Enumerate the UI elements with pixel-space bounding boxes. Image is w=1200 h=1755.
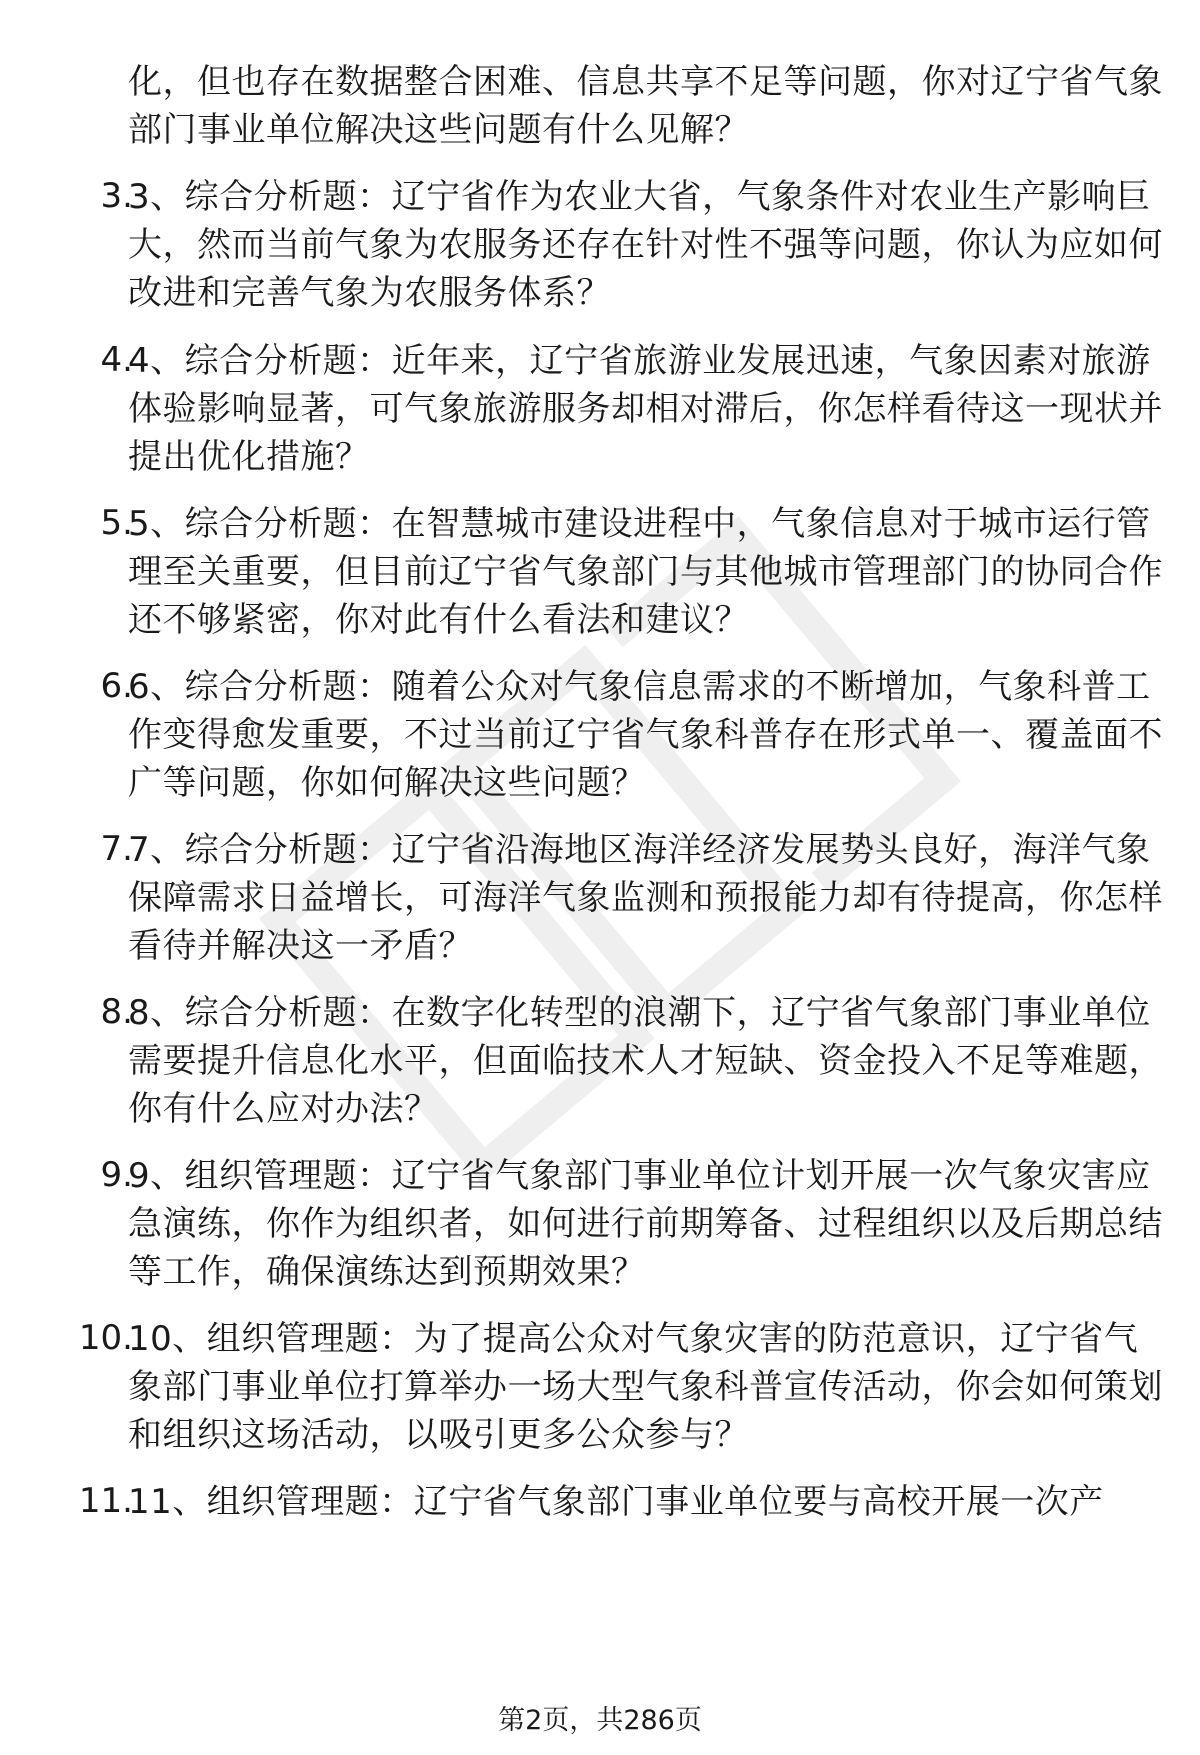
question-text: 化，但也存在数据整合困难、信息共享不足等问题，你对辽宁省气象部门事业单位解决这些问题有什么见解？ bbox=[128, 62, 1163, 150]
question-number: 7. bbox=[100, 829, 133, 869]
question-text: 10、组织管理题：为了提高公众对气象灾害的防范意识，辽宁省气象部门事业单位打算举办一场大型气象科普宣传活动，你会如何策划和组织这场活动，以吸引更多公众参与？ bbox=[128, 1319, 1163, 1455]
question-number: 8. bbox=[100, 992, 133, 1032]
question-text: 5、综合分析题：在智慧城市建设进程中，气象信息对于城市运行管理至关重要，但目前辽宁省气象部门与其他城市管理部门的协同合作还不够紧密，你对此有什么看法和建议？ bbox=[128, 504, 1163, 640]
question-text: 3、综合分析题：辽宁省作为农业大省，气象条件对农业生产影响巨大，然而当前气象为农服务还存在针对性不强等问题，你认为应如何改进和完善气象为农服务体系？ bbox=[128, 177, 1163, 313]
question-number: 3. bbox=[100, 176, 133, 216]
question-number: 4. bbox=[100, 340, 133, 380]
page-footer: 第2页，共286页 bbox=[498, 1705, 702, 1736]
question-text: 7、综合分析题：辽宁省沿海地区海洋经济发展势头良好，海洋气象保障需求日益增长，可海洋气象监测和预报能力却有待提高，你怎样看待并解决这一矛盾？ bbox=[128, 830, 1163, 966]
question-number: 6. bbox=[100, 666, 133, 706]
question-number: 5. bbox=[100, 503, 133, 543]
question-text: 6、综合分析题：随着公众对气象信息需求的不断增加，气象科普工作变得愈发重要，不过当前辽宁省气象科普存在形式单一、覆盖面不广等问题，你如何解决这些问题？ bbox=[128, 667, 1163, 803]
question-number: 11. bbox=[78, 1481, 133, 1521]
question-text: 9、组织管理题：辽宁省气象部门事业单位计划开展一次气象灾害应急演练，你作为组织者，如何进行前期筹备、过程组织以及后期总结等工作，确保演练达到预期效果？ bbox=[128, 1156, 1163, 1292]
question-text: 4、综合分析题：近年来，辽宁省旅游业发展迅速，气象因素对旅游体验影响显著，可气象旅游服务却相对滞后，你怎样看待这一现状并提出优化措施？ bbox=[128, 341, 1163, 477]
question-number: 9. bbox=[100, 1155, 133, 1195]
question-text: 8、综合分析题：在数字化转型的浪潮下，辽宁省气象部门事业单位需要提升信息化水平，但面临技术人才短缺、资金投入不足等难题，你有什么应对办法？ bbox=[128, 993, 1163, 1129]
question-text: 11、组织管理题：辽宁省气象部门事业单位要与高校开展一次产 bbox=[128, 1482, 1104, 1522]
question-number: 10. bbox=[78, 1318, 133, 1358]
